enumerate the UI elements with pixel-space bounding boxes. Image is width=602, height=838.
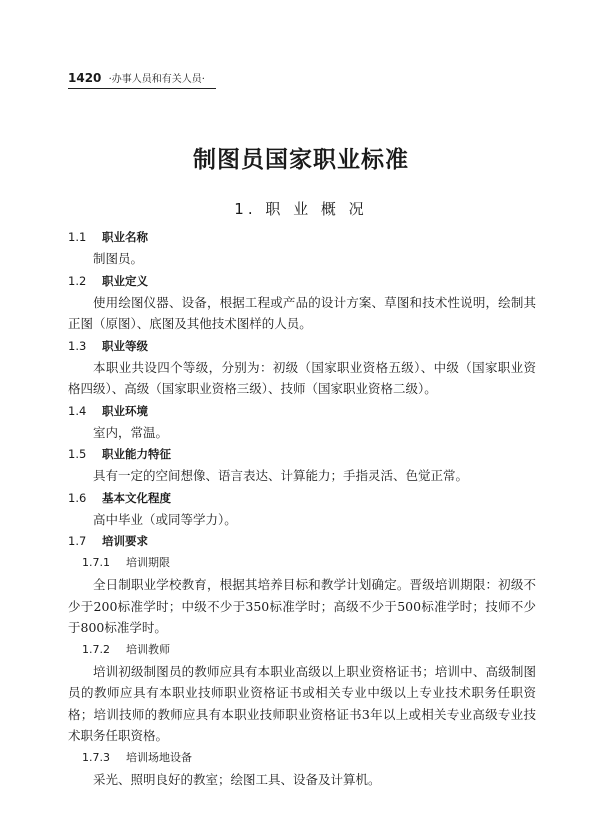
section-title: 职业名称: [102, 230, 148, 244]
section-body: 本职业共设四个等级，分别为：初级（国家职业资格五级）、中级（国家职业资格四级）、高级（国家职业资格三级）、技师（国家职业资格二级）。: [68, 359, 536, 396]
section-number: 1.4: [68, 403, 87, 418]
section-title: 职业环境: [102, 403, 148, 418]
section-heading: [68, 487, 536, 509]
section-title: 职业能力特征: [102, 447, 171, 461]
header-section-label: ·办事人员和有关人员·: [108, 74, 205, 85]
section-body: 室内，常温。: [93, 424, 169, 440]
section-heading: [68, 530, 536, 552]
subsection-title: 培训场地设备: [126, 750, 192, 764]
section-body: 高中毕业（或同等学力）。: [93, 511, 237, 527]
subsection-title: 培训教师: [126, 642, 170, 656]
section-title: 职业定义: [102, 273, 148, 288]
section-heading: [68, 270, 536, 292]
subsection-body: 全日制职业学校教育，根据其培养目标和教学计划确定。晋级培训期限：初级不少于200标准学时；中级不少于350标准学时；高级不少于500标准学时；技师不少于800标准学时。: [68, 577, 536, 635]
section-number: 1.3: [68, 338, 87, 353]
section-body: 制图员。: [93, 251, 144, 266]
subsection-body: 采光、照明良好的教室；绘图工具、设备及计算机。: [93, 771, 381, 787]
section-title: 基本文化程度: [102, 490, 171, 505]
section-heading: [68, 443, 536, 465]
subsection-body: 培训初级制图员的教师应具有本职业高级以上职业资格证书；培训中、高级制图员的教师应具有本职业技师职业资格证书或相关专业中级以上专业技术职务任职资格；培训技师的教师应具有本职业技师职业资格证书3年以上或相关专业高级专业技术职务任职资格。: [68, 663, 536, 743]
subsection-heading: [68, 747, 536, 769]
section-body: 使用绘图仪器、设备，根据工程或产品的设计方案、草图和技术性说明，绘制其正图（原图）、底图及其他技术图样的人员。: [68, 294, 536, 331]
document-body: [68, 226, 536, 790]
subsection-heading: [68, 639, 536, 661]
section-title: 培训要求: [102, 534, 148, 548]
document-title: 制图员国家职业标准: [193, 147, 409, 173]
section-number: 1.1: [68, 230, 87, 244]
section-number: 1.6: [68, 490, 87, 505]
running-header: [68, 70, 216, 89]
section-number: 1.7: [68, 534, 87, 548]
section-number: 1.2: [68, 273, 87, 288]
page-number: 1420: [68, 71, 102, 85]
section-heading: [68, 226, 536, 248]
section-number: 1.5: [68, 447, 87, 461]
section-heading: [68, 335, 536, 357]
subsection-number: 1.7.2: [82, 642, 110, 656]
subsection-title: 培训期限: [126, 556, 170, 569]
section-title: 职业等级: [102, 338, 148, 353]
subsection-heading: [68, 552, 536, 574]
chapter-heading: 1. 职 业 概 况: [234, 200, 368, 218]
section-body: 具有一定的空间想像、语言表达、计算能力；手指灵活、色觉正常。: [93, 468, 469, 483]
section-heading: [68, 400, 536, 422]
subsection-number: 1.7.3: [82, 750, 110, 764]
subsection-number: 1.7.1: [82, 556, 110, 569]
